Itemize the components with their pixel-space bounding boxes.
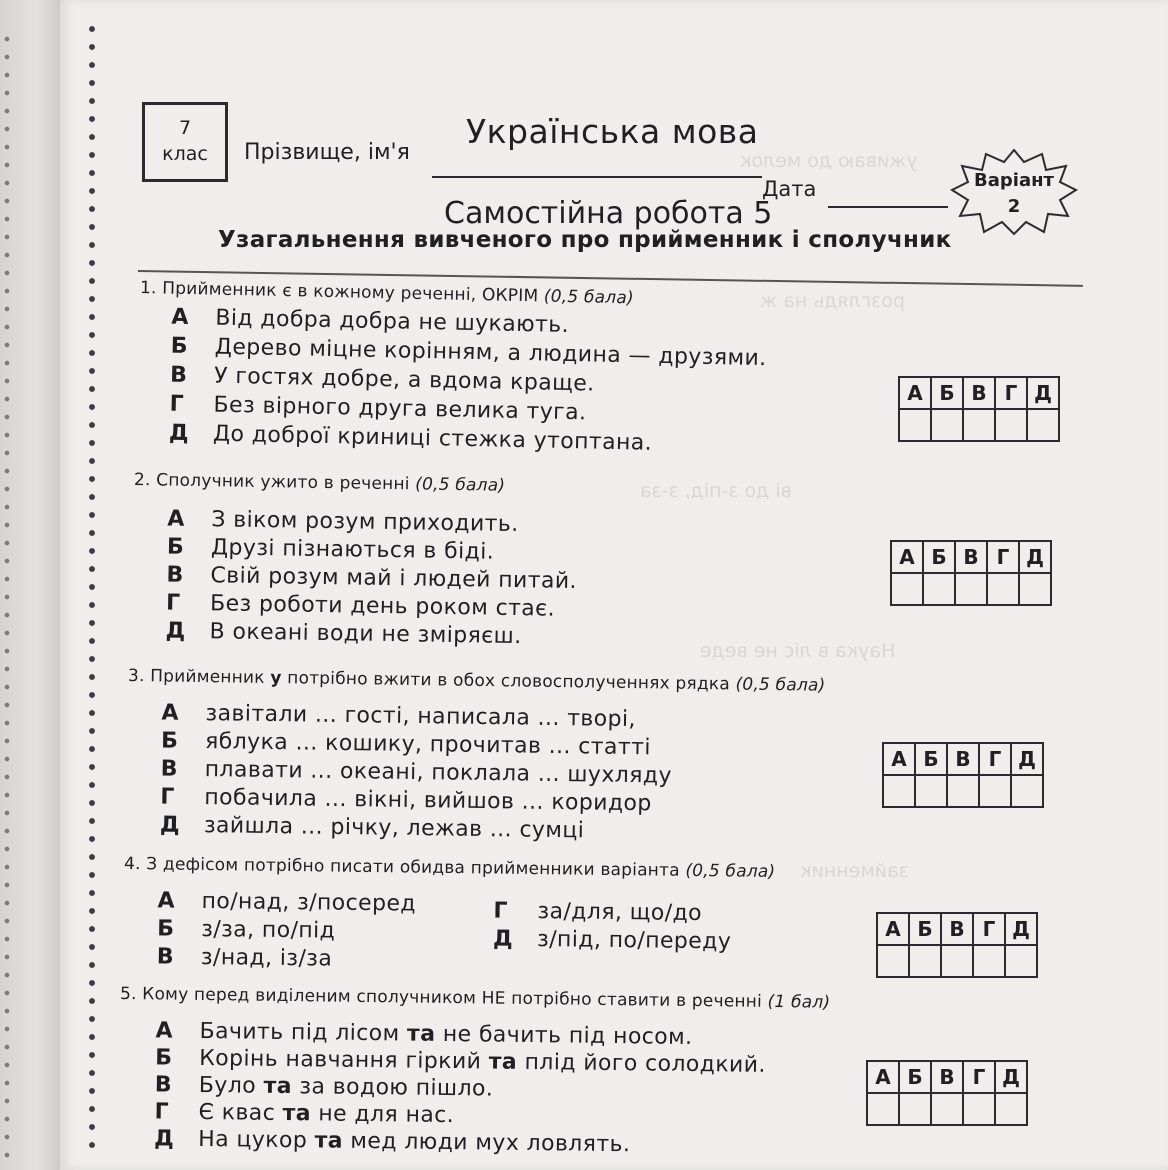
option-d[interactable] [154,1099,454,1128]
option-text: Від добра добра не шукають. [215,305,570,338]
grid-letter: Г [995,377,1027,409]
grid-letter: Г [979,743,1011,775]
answer-grid-3 [882,742,1044,808]
grid-letter: Б [915,743,947,775]
option-text: Без роботи день роком стає. [209,591,556,622]
answer-cell[interactable] [877,945,909,977]
answer-grid-2 [890,540,1052,606]
answer-cell[interactable] [899,409,931,441]
answer-cell[interactable] [941,945,973,977]
option-text: плавати ... океані, поклала ... шухляду [204,757,673,789]
answer-cell[interactable] [995,409,1027,441]
option-letter: Б [157,916,175,942]
answer-cell[interactable] [867,1093,899,1125]
question-points: (0,5 бала) [415,474,506,496]
highlighted-conjunction: та [488,1049,518,1075]
answer-grid-4 [876,912,1038,978]
grid-letter: В [955,541,987,573]
option-letter: А [155,1018,174,1044]
grid-letter: Б [899,1061,931,1093]
option-text: З віком розум приходить. [211,507,519,538]
answer-cell[interactable] [931,409,963,441]
grid-letter: В [963,377,995,409]
option-letter: Г [154,1099,170,1125]
answer-cell[interactable] [923,573,955,605]
class-number: 7 [178,117,192,139]
grid-letter: В [931,1061,963,1093]
option-text: Без вірного друга велика туга. [213,392,587,426]
option-letter: В [160,756,179,782]
grid-letter: В [941,913,973,945]
option-text: В океані води не зміряєш. [209,619,522,650]
answer-cell[interactable] [955,573,987,605]
topic-title: Узагальнення вивченого про прийменник і сполучник [218,227,952,253]
question-number: 3. [127,666,145,687]
grid-letter: Д [1011,743,1043,775]
answer-grid-1 [898,376,1060,442]
grid-letter: А [867,1061,899,1093]
answer-cell[interactable] [995,1093,1027,1125]
option-letter: А [161,700,180,726]
option-text: Дерево міцне корінням, а людина — друзями. [214,334,767,372]
answer-cell[interactable] [947,775,979,807]
option-letter: Г [169,391,185,417]
option-text: завітали ... гості, написала ... творі, [205,701,637,733]
grid-letter: Д [1019,541,1051,573]
answer-cell[interactable] [987,573,1019,605]
spiral-binding [88,20,96,1160]
option-text: з/над, із/за [200,944,333,972]
grid-letter: Б [909,913,941,945]
question-points: (0,5 бала) [735,674,826,696]
option-d[interactable] [493,899,702,927]
grid-letter: Д [1027,377,1059,409]
grid-letter: Б [931,377,963,409]
option-text: Друзі пізнаються в біді. [210,535,495,565]
spiral-binding-left [4,30,10,1160]
answer-cell[interactable] [909,945,941,977]
option-letter: В [156,944,175,970]
question-points: (0,5 бала) [543,286,634,309]
grid-letter: А [877,913,909,945]
variant-label: Варіант [974,170,1054,191]
option-a[interactable] [157,888,416,916]
highlighted-conjunction: та [282,1100,312,1127]
option-letter: Д [165,618,186,644]
option-letter: Б [170,333,189,360]
question-points: (0,5 бала) [685,860,776,882]
grid-letter: В [947,743,979,775]
starburst-icon [950,148,1078,236]
notebook-spine [0,0,60,1170]
question-keyword: у [270,667,282,689]
option-letter: Г [493,898,509,924]
question-points: (1 бал) [767,991,831,1013]
grid-letter: Д [995,1061,1027,1093]
variant-badge [950,148,1078,236]
highlighted-conjunction: та [314,1128,344,1154]
answer-cell[interactable] [973,945,1005,977]
question-prompt: Сполучник ужито в реченні [156,470,410,495]
answer-cell[interactable] [1011,775,1043,807]
grid-letter: А [891,541,923,573]
answer-grid-5 [866,1060,1028,1126]
question-number: 1. [139,278,157,299]
option-text: Є квас [198,1099,283,1126]
name-field-line[interactable] [432,176,762,178]
highlighted-conjunction: та [406,1021,436,1047]
option-text: У гостях добре, а вдома краще. [213,363,595,397]
question-number: 2. [133,470,151,491]
option-text: На цукор [198,1126,315,1154]
class-label: клас [162,143,208,165]
answer-cell[interactable] [979,775,1011,807]
grid-letter: А [883,743,915,775]
option-text: Бачить під лісом [199,1018,408,1047]
answer-cell[interactable] [899,1093,931,1125]
option-text: Свій розум май і людей питай. [210,563,578,594]
option-text: з/під, по/переду [536,927,732,955]
option-c[interactable] [155,1072,494,1101]
grid-letter: Б [923,541,955,573]
option-letter: В [169,362,188,389]
option-e[interactable] [493,927,731,955]
option-text: не для нас. [310,1101,455,1129]
option-letter: Д [154,1126,175,1152]
option-b[interactable] [157,916,335,943]
answer-cell[interactable] [931,1093,963,1125]
option-text: мед люди мух ловлять. [342,1128,631,1158]
variant-number: 2 [1007,196,1021,217]
highlighted-conjunction: та [263,1073,293,1100]
question-prompt: Прийменник [150,666,271,688]
subject-title: Українська мова [466,112,759,151]
answer-cell[interactable] [963,409,995,441]
option-text: плід його солодкий. [516,1049,766,1078]
question-number: 5. [119,984,137,1005]
answer-cell[interactable] [891,573,923,605]
answer-cell[interactable] [915,775,947,807]
answer-cell[interactable] [963,1093,995,1125]
question-prompt: З дефісом потрібно писати обидва прийменники варіанта [146,854,680,881]
option-text: не бачить під носом. [435,1021,693,1050]
option-text: Корінь навчання гіркий [199,1045,489,1075]
question-prompt: потрібно вжити в обох словосполученнях рядка [281,668,731,695]
option-letter: Б [160,728,179,754]
option-letter: В [166,562,184,588]
option-letter: А [167,506,186,532]
grid-letter: Г [963,1061,995,1093]
option-text: за водою пішло. [291,1074,494,1102]
option-letter: Д [168,420,190,447]
option-letter: Д [159,812,181,838]
work-title: Самостійна робота 5 [444,196,773,231]
answer-cell[interactable] [1027,409,1059,441]
grid-letter: Г [987,541,1019,573]
question-number: 4. [123,854,141,875]
option-letter: В [154,1072,173,1098]
option-text: за/для, що/до [537,899,703,927]
option-letter: Д [492,926,514,952]
option-letter: А [157,888,176,914]
name-label: Прізвище, ім'я [244,140,410,165]
answer-cell[interactable] [1005,945,1037,977]
option-text: побачила ... вікні, вийшов ... коридор [204,785,652,817]
question-prompt: Кому перед виділеним сполучником НЕ потрібно ставити в реченні [142,984,763,1012]
grid-letter: Д [1005,913,1037,945]
option-b[interactable] [167,535,495,565]
answer-cell[interactable] [1019,573,1051,605]
grid-letter: Г [973,913,1005,945]
date-label: Дата [762,177,817,201]
option-letter: Б [166,534,185,560]
option-text: по/над, з/посеред [201,888,417,917]
option-letter: Б [155,1045,173,1071]
answer-cell[interactable] [883,775,915,807]
option-text: Було [198,1072,264,1099]
option-text: зайшла ... річку, лежав ... сумці [203,813,585,844]
date-field-line[interactable] [828,206,948,208]
option-letter: Г [160,784,175,810]
option-letter: А [171,304,190,331]
option-text: До доброї криниці стежка утоптана. [212,421,653,456]
option-text: яблука ... кошику, прочитав ... статті [204,729,651,761]
option-text: з/за, по/під [201,916,336,944]
option-c[interactable] [157,944,333,971]
class-box [142,102,228,182]
grid-letter: А [899,377,931,409]
option-letter: Г [165,590,181,616]
question-prompt: Прийменник є в кожному реченні, ОКРІМ [162,278,539,307]
